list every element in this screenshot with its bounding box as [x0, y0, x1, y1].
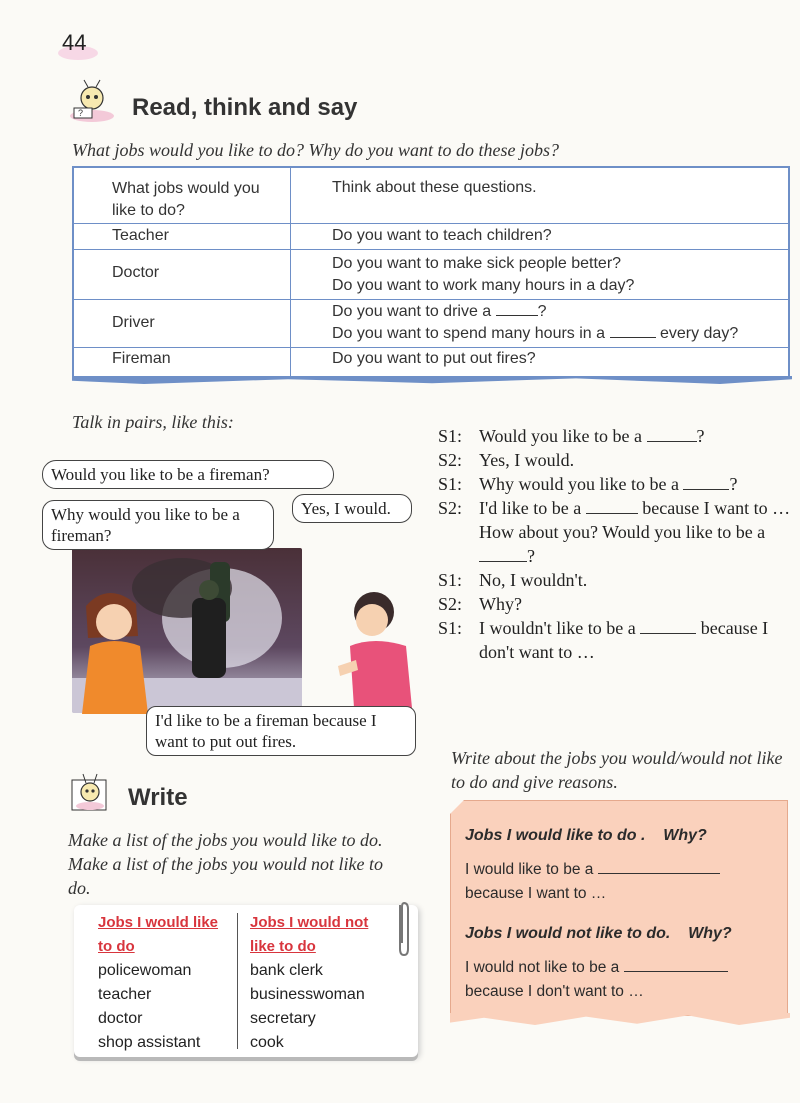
- svg-text:?: ?: [78, 108, 84, 118]
- speech-bubble: I'd like to be a fireman because I want to put out fires.: [146, 706, 416, 756]
- card-torn-edge: [450, 1013, 790, 1025]
- girl-illustration: [78, 586, 156, 716]
- answer-blank: [496, 315, 538, 316]
- question-cell: [332, 253, 634, 297]
- write-instructions: Make a list of the jobs you would like to do. Make a list of the jobs you would not like to do.: [68, 830, 383, 898]
- answer-blank: [647, 441, 697, 442]
- question-text: Do you want to spend many hours in a: [332, 325, 606, 342]
- table-header-questions: Think about these questions.: [332, 179, 537, 196]
- dialogue-line: [438, 568, 798, 592]
- heading-why: Why?: [688, 925, 732, 942]
- list-item: cook: [250, 1034, 284, 1051]
- question-text: Do you want to drive a: [332, 303, 492, 320]
- note-line: because I want to …: [465, 885, 607, 902]
- speaker-label: S2:: [438, 594, 463, 614]
- table-row: [74, 224, 788, 250]
- jobs-table: [72, 166, 790, 378]
- dialogue-fragment: because I want to … How about you? Would you like to be a: [479, 498, 791, 542]
- note-line: [465, 861, 720, 879]
- not-like-jobs-header: Jobs I would not like to do: [250, 914, 369, 955]
- list-item: bank clerk: [250, 962, 323, 979]
- speech-bubble: Why would you like to be a fireman?: [42, 500, 274, 550]
- question-cell: Do you want to put out fires?: [332, 350, 536, 367]
- speech-bubble: Would you like to be a fireman?: [42, 460, 334, 489]
- answer-blank: [598, 873, 720, 874]
- question-line: Do you want to work many hours in a day?: [332, 277, 635, 294]
- like-jobs-header: Jobs I would like to do: [98, 914, 219, 955]
- table-row: [74, 250, 788, 300]
- table-row: [74, 300, 788, 348]
- section-title-write: Write: [128, 784, 188, 811]
- answer-blank: [586, 513, 638, 514]
- dialogue-fragment: ?: [527, 546, 535, 566]
- speech-bubble: Yes, I would.: [292, 494, 412, 523]
- answer-blank: [683, 489, 729, 490]
- question-line: Do you want to make sick people better?: [332, 255, 622, 272]
- speaker-label: S1:: [438, 570, 463, 590]
- dialogue-fragment: Would you like to be a: [479, 426, 643, 446]
- dialogue-line: [438, 496, 798, 568]
- answer-blank: [624, 971, 728, 972]
- speaker-label: S2:: [438, 498, 463, 518]
- dialogue-line: [438, 616, 798, 664]
- dialogue-fragment: ?: [729, 474, 738, 494]
- list-item: secretary: [250, 1010, 316, 1027]
- table-row: [74, 348, 788, 376]
- heading-text: Jobs I would like to do .: [465, 827, 646, 844]
- job-cell: Teacher: [112, 227, 169, 244]
- not-like-jobs-column: [250, 911, 390, 1055]
- dialogue-line: [438, 424, 798, 448]
- note-line: because I don't want to …: [465, 983, 644, 1000]
- section-title-read-think-say: Read, think and say: [132, 94, 358, 121]
- speaker-label: S1:: [438, 474, 463, 494]
- question-text: every day?: [659, 325, 739, 342]
- dialogue-text: [479, 424, 798, 448]
- dialogue-fragment: Why would you like to be a: [479, 474, 679, 494]
- question-cell: [332, 301, 738, 345]
- dialogue-text: [479, 496, 798, 568]
- list-item: teacher: [98, 986, 152, 1003]
- question-cell: Do you want to teach children?: [332, 227, 552, 244]
- dialogue-line: [438, 448, 798, 472]
- card-folded-corner: [450, 800, 464, 814]
- dialogue-text: Yes, I would.: [479, 450, 575, 470]
- list-item: businesswoman: [250, 986, 365, 1003]
- job-cell: Driver: [112, 314, 155, 331]
- dialogue-fragment: ?: [696, 426, 705, 446]
- dialogue-text: Why?: [479, 594, 522, 614]
- heading-why: Why?: [663, 827, 707, 844]
- job-list-card: [74, 905, 418, 1057]
- answer-blank: [640, 633, 696, 634]
- talk-in-pairs-instruction: Talk in pairs, like this:: [72, 412, 234, 432]
- table-header-row: [74, 168, 788, 224]
- list-item: shop assistant: [98, 1034, 201, 1051]
- paper-clip-icon: [396, 899, 412, 964]
- question-text: ?: [537, 303, 547, 320]
- dialogue-line: [438, 592, 798, 616]
- note-heading-not-like: [465, 925, 732, 943]
- table-torn-edge: [72, 376, 792, 384]
- question-line: [332, 323, 738, 345]
- dialogue-fragment: because I don't want to …: [479, 618, 769, 662]
- dialogue-text: No, I wouldn't.: [479, 570, 588, 590]
- bee-writing-icon: [66, 770, 118, 816]
- note-heading-like: [465, 827, 707, 845]
- line-text: I would like to be a: [465, 861, 594, 878]
- answer-blank: [479, 561, 527, 562]
- dialogue-fragment: I'd like to be a: [479, 498, 582, 518]
- speaker-label: S1:: [438, 618, 463, 638]
- speaker-label: S1:: [438, 426, 463, 446]
- boy-illustration: [330, 590, 420, 710]
- dialogue-text: [479, 472, 798, 496]
- note-line: [465, 959, 728, 977]
- pair-dialogue: [438, 424, 798, 664]
- job-cell: Fireman: [112, 350, 171, 367]
- job-cell: Doctor: [112, 264, 160, 281]
- speaker-label: S2:: [438, 450, 463, 470]
- dialogue-line: [438, 472, 798, 496]
- page-number: 44: [62, 30, 87, 55]
- heading-text: Jobs I would not like to do.: [465, 925, 671, 942]
- dialogue-text: [479, 616, 798, 664]
- line-text: I would not like to be a: [465, 959, 620, 976]
- write-about-instruction: Write about the jobs you would/would not like to do and give reasons.: [451, 748, 783, 792]
- column-divider: [237, 913, 238, 1049]
- writing-template-card: [450, 800, 788, 1016]
- like-jobs-column: [98, 911, 232, 1055]
- table-header-jobs: What jobs would you like to do?: [112, 180, 260, 219]
- list-item: policewoman: [98, 962, 192, 979]
- dialogue-fragment: I wouldn't like to be a: [479, 618, 636, 638]
- answer-blank: [610, 337, 656, 338]
- section-intro: What jobs would you like to do? Why do you want to do these jobs?: [72, 140, 559, 160]
- question-line: [332, 301, 738, 323]
- list-item: doctor: [98, 1010, 143, 1027]
- bee-reading-icon: [66, 78, 118, 124]
